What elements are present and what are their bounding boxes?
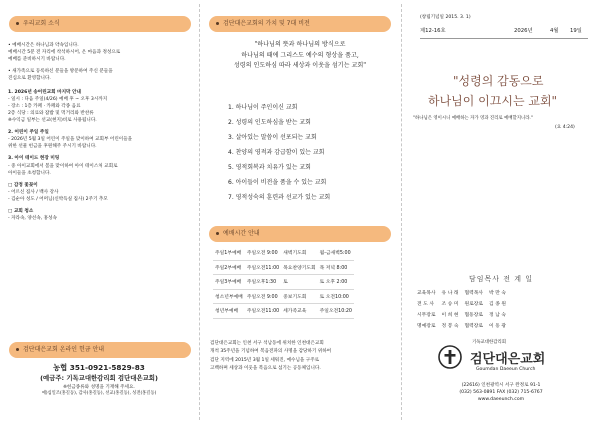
vision-statement [220,40,380,72]
table-cell: 토 오후 2:00 [318,275,354,290]
vision-item: 7. 영적성숙의 훈련과 선교가 있는 교회 [228,194,331,201]
issue-day: 19일 [570,28,582,34]
table-cell: 시무장로 [417,313,436,318]
news-line: 위한 선물 헌금을 후원해주 주시기 바랍니다. [8,144,97,150]
slogan-line-1: "성령의 감동으로 [453,74,544,88]
news-line: 2층 식당 : 의료와 잡밥 및 먹거리와 반찬류 [8,110,94,116]
bank-account: 농협 351-0921-5829-83 [53,363,145,372]
vision-item: 5. 영적회복과 치유가 있는 교회 [228,164,311,171]
vision-list [228,100,330,205]
bible-reference: (요 4:24) [555,125,575,130]
news-line: 3. 아이 테이드 현장 미팅 [8,156,60,162]
table-cell: 정 남 숙 [489,313,506,318]
vision-statement-line: 성령의 인도하심 따라 세상과 이웃을 섬기는 교회" [233,62,367,70]
donation-note: ※헌금종류와 성명을 기재해 주세요. [63,385,135,390]
intro-line: 개척 35주년을 기념하여 복음전파의 사명을 감당하기 위하여 [210,349,332,355]
table-cell: 토 오전10:00 [318,289,354,304]
table-cell: 주일오전10:20 [318,304,354,319]
table-row [213,275,354,290]
table-cell: 주일오전11:00 [245,304,281,319]
news-line: 예배를 준비하시기 바랍니다. [8,57,66,63]
church-logo-icon [438,345,462,369]
donation-header: 검단대은교회 온라인 헌금 안내 [9,342,191,358]
vision-item: 3. 살아있는 말씀이 선포되는 교회 [228,134,317,141]
table-cell: 주일오전11:00 [245,260,281,275]
table-cell: 박 만 숙 [489,291,506,296]
table-row [414,298,509,309]
phone-fax: (032) 563-0891 FAX (032) 715-6767 [459,390,543,396]
news-line: • 새가족으로 등록하신 분들을 방문하여 주신 분들을 [8,69,113,75]
intro-line: 검단대은교회는 인천 서구 석남동에 위치한 인천대은교회 [210,341,324,346]
issue-year: 2026년 [514,28,533,34]
bullet-icon [216,232,219,235]
news-line: 아이들을 초청합니다. [8,170,51,176]
issue-number: 제12-16호 [420,28,446,34]
intro-line: 고백하며 세상과 이웃을 복음으로 섬기는 공동체입니다. [210,366,321,372]
news-line: • 예배시간은 하나님과 약속입니다. [8,43,79,48]
news-line: - 김순아 성도 / 어머님(신박득실 집사) 2주기 추모 [8,196,108,202]
table-cell: 명예장로 [417,324,436,329]
table-row [213,289,354,304]
news-line: - 장소 : 1층 카페 · 카페와 각종 음료 [8,103,81,109]
table-row [213,260,354,275]
table-row [213,304,354,319]
donation-example: 예)십일조(홍길동), 감사(홍길동), 선교(홍길동), 성전(홍길동) [41,391,157,397]
intro-line: 검단 지역에 2015년 3월 1일 세워진, 예수님을 구주로 [210,357,320,363]
table-cell: 협력장로 [464,324,484,329]
vision-statement-line: 하나님의 때에 그리스도 예수의 형상을 품고, [241,51,359,59]
table-cell: 월-금새벽5:00 [318,246,354,260]
news-line: - 어르신 집사 / 백사 강사 [8,189,59,195]
table-cell: 주일1부예배 [213,246,245,260]
news-line: - 자라속, 양선속, 홍성속 [8,216,57,222]
address: (22616) 인천광역시 서구 완정로 91-1 [461,383,541,388]
table-cell: 토 [281,275,317,290]
table-cell: 이 희 현 [441,313,459,318]
table-cell: 유 나 래 [441,291,459,296]
news-column [0,0,198,424]
bible-verse: "하나님은 영이시니 예배하는 자가 영과 진리로 예배할지니라." [413,116,533,121]
account-holder: (예금주: 기독교대한감리회 검단대은교회) [40,374,158,382]
vision-item: 1. 하나님이 주인이신 교회 [228,104,298,111]
donation-info [0,362,198,398]
table-cell: 정 봉 숙 [441,324,459,329]
news-line: ※수익금 일부는 선교(현지)비로 사용됩니다. [8,117,97,123]
news-line: 2. 어린이 주일 주일 [8,130,49,136]
founding-date: (창립기념일 2015. 3. 1) [420,15,471,20]
issue-bar [420,24,588,39]
news-line: 예배시간 5분 전 자리에 착석하시어, 온 마음과 정성으로 [8,50,121,56]
table-row [414,309,509,320]
table-cell: 청소년부예배 [213,289,245,304]
bullet-icon [16,348,19,351]
table-cell: 주일오후1:30 [245,275,281,290]
table-cell: 주일2부예배 [213,260,245,275]
vision-statement-line: "하나님의 뜻과 하나님의 방식으로 [254,41,346,48]
table-cell: 새벽기도회 [281,246,317,260]
bullet-icon [216,22,219,25]
church-name: 검단대은교회 [470,352,546,367]
contact-info [402,382,600,403]
issue-month: 4월 [550,28,559,34]
table-row [414,320,509,331]
worship-header: 예배시간 안내 [209,226,391,242]
news-line: 진심으로 환영합니다. [8,76,51,82]
vision-item: 6. 아이들이 비전을 품을 수 있는 교회 [228,179,327,186]
vision-item: 2. 성령의 인도하심을 받는 교회 [228,119,311,126]
slogan-line-2: 하나님이 이끄시는 교회" [428,94,558,108]
vision-header: 검단대은교회의 가치 및 7대 비전 [209,16,391,32]
table-cell: 세가족교육 [281,304,317,319]
table-cell: 청년부예배 [213,304,245,319]
bullet-icon [16,22,19,25]
news-line: - 일시 : 다음 주일(4/26) 예배 후 ~ 오후 3시까지 [8,96,108,102]
table-cell: 주일오전 9:00 [245,246,281,260]
table-cell: 주일오전 9:00 [245,289,281,304]
news-line: - 2026년 5월 3일 어린이 주일을 맞이하여 교회부 어린이들을 [8,137,133,143]
table-row [213,246,354,260]
news-header: 우리교회 소식 [9,16,191,32]
table-cell: 주일3부예배 [213,275,245,290]
denomination: 기독교대한감리회 [472,340,506,345]
table-cell: 중보기도회 [281,289,317,304]
table-cell: 전 도 사 [417,302,434,307]
table-cell: 협력목사 [464,291,484,296]
table-cell: 목요찬양기도회 [281,260,317,275]
church-english-name: Goumdan Daeeun Church [476,367,536,372]
table-cell: 목 저녁 8:00 [318,260,354,275]
table-cell: 이 동 광 [489,324,506,329]
news-list [8,42,132,222]
news-line: 1. 2026년 송어린교회 마지막 안내 [8,89,81,95]
worship-table [213,246,354,319]
news-line: □ 교회 청소 [8,209,34,215]
table-row [414,287,509,298]
table-cell: 원로장로 [464,302,484,307]
table-cell: 조 승 미 [441,302,459,307]
table-cell: 협동장로 [464,313,484,318]
news-line: - 중 아이교회에서 봄을 맞이하여 아이 테이스처 교회로 [8,163,118,169]
senior-pastor: 담임목사 전 계 일 [468,275,533,283]
ministers-table [414,287,509,331]
vision-item: 4. 찬양의 영적과 감급함이 있는 교회 [228,149,325,156]
news-line: □ 감정 꽃꽂이 [8,182,38,188]
website: www.daeeunch.com [477,397,525,403]
table-cell: 김 종 원 [489,302,506,307]
church-intro [210,340,331,374]
table-cell: 교육목사 [417,291,436,296]
